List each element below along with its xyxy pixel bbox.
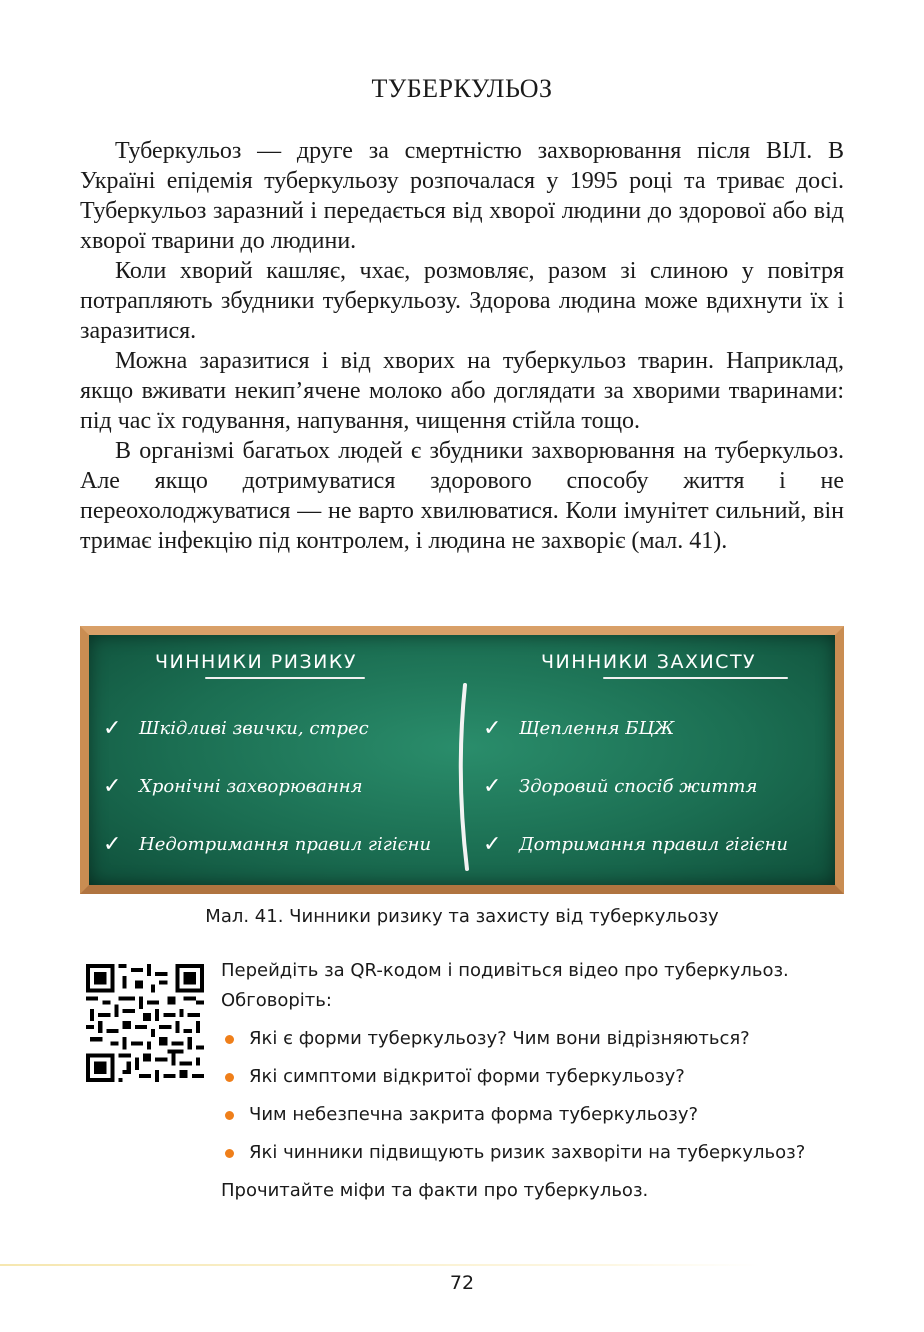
bullet-icon xyxy=(225,1149,234,1158)
question-text: Які симптоми відкритої форми туберкульозу? xyxy=(249,1066,685,1087)
list-item xyxy=(221,1062,844,1092)
checkmark-icon: ✓ xyxy=(483,773,502,799)
list-item xyxy=(103,815,431,873)
page-title: ТУБЕРКУЛЬОЗ xyxy=(371,74,553,103)
list-item xyxy=(483,815,788,873)
chalkboard-illustration xyxy=(80,626,844,894)
list-item xyxy=(483,699,788,757)
question-text: Які є форми туберкульозу? Чим вони відрізняються? xyxy=(249,1028,750,1049)
qr-discussion-section xyxy=(221,956,844,1206)
risk-factor-text: Хронічні захворювання xyxy=(139,775,363,797)
bullet-icon xyxy=(225,1073,234,1082)
list-item xyxy=(103,699,431,757)
risk-factor-text: Недотримання правил гігієни xyxy=(139,833,432,855)
protection-factors-heading xyxy=(541,651,788,679)
checkmark-icon: ✓ xyxy=(103,831,122,857)
bullet-icon xyxy=(225,1035,234,1044)
chalk-underline xyxy=(603,677,788,679)
question-text: Чим небезпечна закрита форма туберкульозу? xyxy=(249,1104,699,1125)
chalk-underline xyxy=(205,677,365,679)
list-item xyxy=(221,1138,844,1168)
body-text xyxy=(80,136,844,556)
list-item xyxy=(483,757,788,815)
footer-divider xyxy=(0,1264,760,1266)
paragraph: Коли хворий кашляє, чхає, розмовляє, разом зі слиною у повітря потрапляють збудники туберкульозу. Здорова людина може вдихнути їх і заразитися. xyxy=(80,258,844,344)
risk-factor-text: Шкідливі звички, стрес xyxy=(139,717,369,739)
qr-instruction: Перейдіть за QR-кодом і подивіться відео про туберкульоз. xyxy=(221,960,789,981)
paragraph: В організмі багатьох людей є збудники захворювання на туберкульоз. Але якщо дотримуватися здорового способу життя і не переохолоджуватися — не варто хвилюватися. Коли імунітет сильний, він тримає інфекцію під контролем, і людина не захворіє (мал. 41). xyxy=(80,438,844,554)
checkmark-icon: ✓ xyxy=(103,773,122,799)
risk-factors-title: ЧИННИКИ РИЗИКУ xyxy=(155,651,357,673)
risk-factors-heading xyxy=(155,651,365,679)
protection-factor-text: Щеплення БЦЖ xyxy=(519,717,675,739)
protection-factor-text: Здоровий спосіб життя xyxy=(519,775,758,797)
paragraph: Можна заразитися і від хворих на туберкульоз тварин. Наприклад, якщо вживати некип’ячене молоко або доглядати за хворими тваринами: під час їх годування, напування, чищення стійла тощо. xyxy=(80,348,844,434)
list-item xyxy=(221,1024,844,1054)
list-item xyxy=(221,1100,844,1130)
protection-factor-text: Дотримання правил гігієни xyxy=(519,833,788,855)
discussion-questions xyxy=(221,1024,844,1168)
protection-factors-title: ЧИННИКИ ЗАХИСТУ xyxy=(541,651,757,673)
checkmark-icon: ✓ xyxy=(483,715,502,741)
qr-code-icon[interactable] xyxy=(86,964,204,1082)
question-text: Які чинники підвищують ризик захворіти на туберкульоз? xyxy=(249,1142,806,1163)
risk-factors-list xyxy=(103,699,431,873)
discussion-label: Обговоріть: xyxy=(221,990,332,1011)
chalk-divider-line xyxy=(455,683,471,873)
page-number: 72 xyxy=(449,1272,475,1294)
checkmark-icon: ✓ xyxy=(483,831,502,857)
reading-task: Прочитайте міфи та факти про туберкульоз. xyxy=(221,1180,649,1201)
bullet-icon xyxy=(225,1111,234,1120)
figure-caption: Мал. 41. Чинники ризику та захисту від туберкульозу xyxy=(205,906,719,927)
paragraph: Туберкульоз — друге за смертністю захворювання після ВІЛ. В Україні епідемія туберкульозу розпочалася у 1995 році та триває досі. Туберкульоз заразний і передається від хворої людини до здорової або від хворої тварини до людини. xyxy=(80,138,844,254)
list-item xyxy=(103,757,431,815)
protection-factors-list xyxy=(483,699,788,873)
checkmark-icon: ✓ xyxy=(103,715,122,741)
